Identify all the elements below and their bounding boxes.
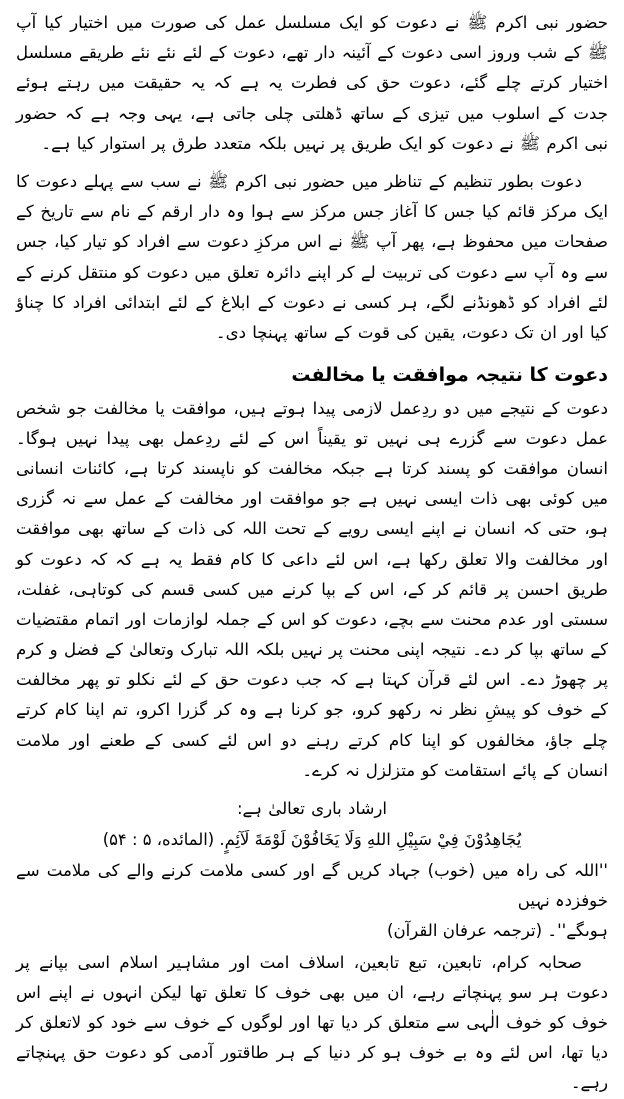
quote-intro: ارشاد باری تعالیٰ ہے: xyxy=(236,799,388,818)
paragraph-1: حضور نبی اکرم ﷺ نے دعوت کو ایک مسلسل عمل کی صورت میں اختیار کیا آپ ﷺ کے شب وروز اسی دعوت کے آئینہ دار تھے، دعوت کے لئے نئے نئے طریقے مسلسل اختیار کرتے چلے گئے، دعوت حق کی فطرت یہ ہے کہ یہ حقیقت میں رہتے ہوئے جدت کے اسلوب میں تیزی کے ساتھ ڈھلتی چلی جاتی ہے، یہی وجہ ہے کہ حضور نبی اکرم ﷺ نے دعوت کو ایک طریق پر نہیں بلکہ متعدد طرق پر استوار کیا ہے۔ xyxy=(16,13,608,153)
quran-verse: يُجَاهِدُوْنَ فِيْ سَبِيْلِ اللهِ وَلَا يَخَافُوْنَ لَوْمَةَ لَآئِمٍ. (المائده، ۵ : ۵۴) xyxy=(102,830,522,850)
translation-line-1: ''اللہ کی راہ میں (خوب) جہاد کریں گے اور کسی ملامت کرنے والے کی ملامت سے خوفزدہ نہیں xyxy=(16,861,608,910)
paragraph-4: صحابہ کرام، تابعین، تبع تابعین، اسلاف امت اور مشاہیر اسلام اسی بپانے پر دعوت ہر سو پہنچاتے رہے، ان میں بھی خوف کا تعلق تھا لیکن انہوں نے اپنے اس خوف کو خوف الٰہی سے متعلق کر دیا تھا اور لوگوں کے خوف سے خود کو لاتعلق کر دیا تھا، اس لئے وہ بے خوف ہو کر دنیا کے ہر طاقتور آدمی کو دعوت حق پہنچاتے رہے۔ xyxy=(16,952,608,1093)
paragraph-3: دعوت کے نتیجے میں دو ردِعمل لازمی پیدا ہوتے ہیں، موافقت یا مخالفت جو شخص عمل دعوت سے گزرے ہی نہیں تو یقیناً اس کے لئے ردِعمل بھی پیدا نہیں ہوگا۔ انسان موافقت کو پسند کرتا ہے جبکہ مخالفت کو ناپسند کرتا ہے، کائنات انسانی میں کوئی بھی ذات ایسی نہیں ہے جو موافقت اور مخالفت کے عمل سے نہ گزری ہو، حتی کہ انسان نے اپنے ایسی رویے کے تحت اللہ کی ذات کے ساتھ بھی موافقت اور مخالفت والا تعلق رکھا ہے، اس لئے داعی کا کام فقط یہ ہے کہ کہ دعوت کو طریق احسن پر قائم کر کے، اس کے بپا کرنے میں کسی قسم کی کوتاہی، غفلت، سستی اور عدم محنت سے بچے، دعوت کو اس کے جملہ لوازمات اور اتمام مقتضیات کے ساتھ بپا کر دے۔ نتیجہ اپنی محنت پر نہیں بلکہ اللہ تبارک وتعالیٰ کے فضل و کرم پر چھوڑ دے۔ اس لئے قرآن کہتا ہے کہ جب دعوت حق کے لئے نکلو تو پھر مخالفت کے خوف کو پیشِ نظر نہ رکھو کرو، جو کرنا ہے وہ کر گزرا اکرو، تم اپنا کام کرتے چلے جاؤ، مخالفوں کو اپنا کام کرتے رہنے دو اس لئے کسی کے طعنے اور ملامت انسان کے پائے استقامت کو متزلزل نہ کرے۔ xyxy=(16,398,608,780)
paragraph-2: دعوت بطور تنظیم کے تناظر میں حضور نبی اکرم ﷺ نے سب سے پہلے دعوت کا ایک مرکز قائم کیا جس کا آغاز جس مرکز سے ہوا وہ دار ارقم کے نام سے تاریخ کے صفحات میں محفوظ ہے، پھر آپ ﷺ نے اس مرکزِ دعوت سے افراد کو تیار کیا، جس سے وہ آپ سے دعوت کی تربیت لے کر اپنے دائرہ تعلق میں دعوت کو منتقل کرنے کے لئے افراد کو ڈھونڈنے لگے، ہر کسی نے دعوت کے ابلاغ کے لئے ابتدائی افراد کا چناؤ کیا اور ان تک دعوت، یقین کی قوت کے ساتھ پہنچا دی۔ xyxy=(16,171,608,342)
translation-line-2: ہوںگے''۔ (ترجمہ عرفان القرآن) xyxy=(386,920,608,940)
section-heading: دعوت کا نتیجہ موافقت یا مخالفت xyxy=(291,364,608,387)
